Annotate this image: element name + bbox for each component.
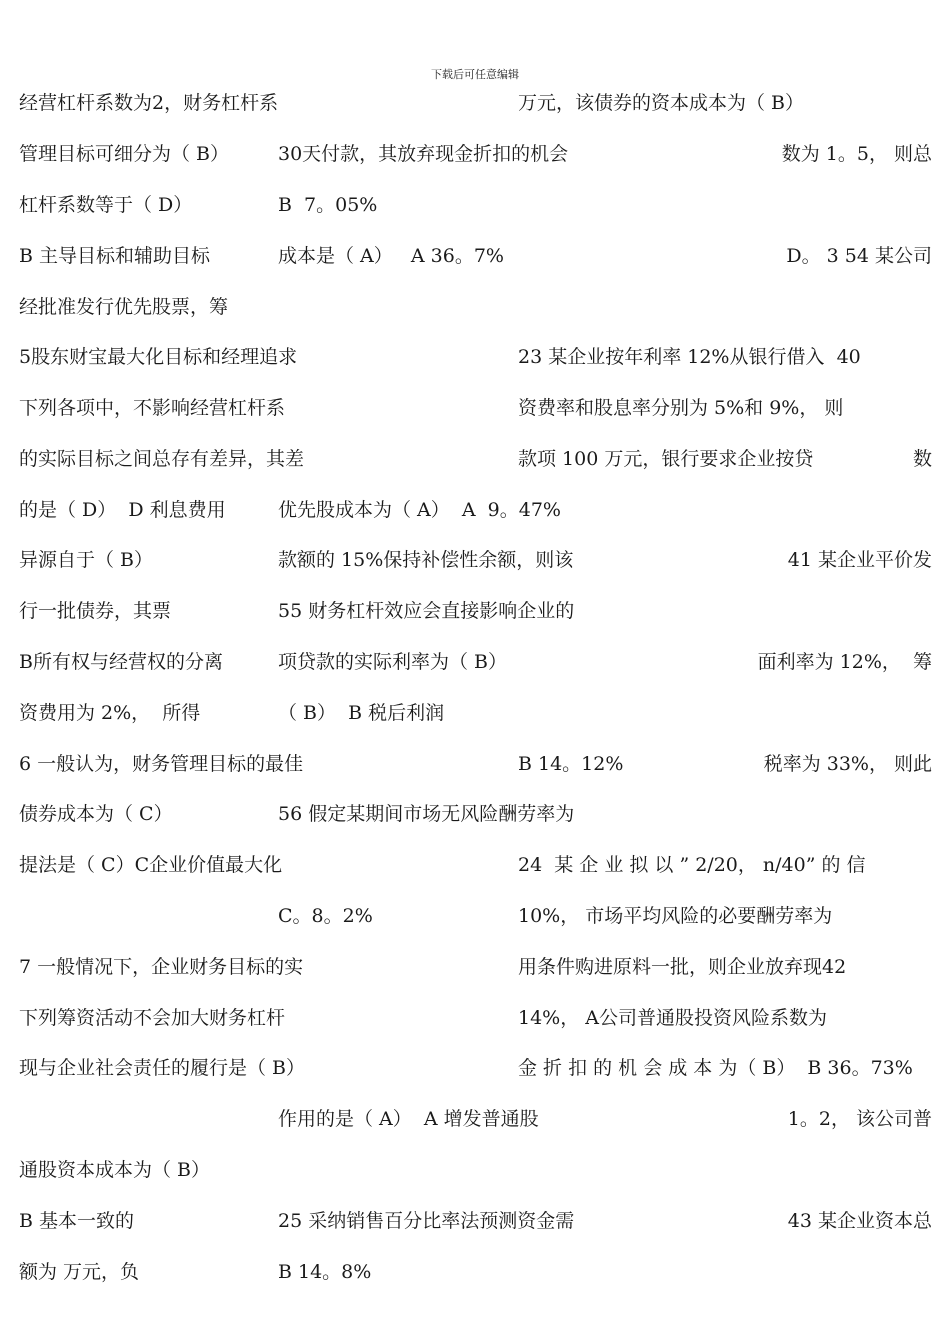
text-line: B 14。8% [278, 1261, 372, 1283]
text-line: B 14。12% [518, 753, 624, 775]
text-line: 24 某 企 业 拟 以 ” 2/20， n/40” 的 信 [518, 854, 866, 876]
text-line: C。8。2% [278, 905, 373, 927]
text-line: 现与企业社会责任的履行是（ B） [19, 1057, 306, 1079]
text-line: 41 某企业平价发 [787, 549, 932, 571]
text-line: 25 采纳销售百分比率法预测资金需 [278, 1210, 575, 1232]
text-line: 通股资本成本为（ B） [19, 1159, 211, 1181]
text-line: 下列筹资活动不会加大财务杠杆 [19, 1007, 286, 1029]
text-line: B所有权与经营权的分离 [19, 651, 223, 673]
text-line: B 主导目标和辅助目标 [19, 245, 211, 267]
page-header: 下载后可任意编辑 [431, 68, 519, 81]
text-line: 异源自于（ B） [19, 549, 154, 571]
text-line: 23 某企业按年利率 12%从银行借入 40 [518, 346, 861, 368]
text-line: 款项 100 万元，银行要求企业按贷 [518, 448, 814, 470]
text-line: 提法是（ C）C企业价值最大化 [19, 854, 283, 876]
text-line: 金 折 扣 的 机 会 成 本 为（ B） B 36。73% [518, 1057, 913, 1079]
text-line: 经批准发行优先股票，筹 [19, 296, 229, 318]
text-line: 资费率和股息率分别为 5%和 9%， 则 [518, 397, 844, 419]
text-line: 的实际目标之间总存有差异，其差 [19, 448, 305, 470]
text-line: 行一批债券，其票 [19, 600, 172, 622]
text-line: 的是（ D） D 利息费用 [19, 499, 226, 521]
text-line: 下列各项中，不影响经营杠杆系 [19, 397, 286, 419]
text-line: 万元，该债券的资本成本为（ B） [518, 92, 805, 114]
text-line: 资费用为 2%， 所得 [19, 702, 201, 724]
text-line: 额为 万元，负 [19, 1261, 140, 1283]
text-line: （ B） B 税后利润 [278, 702, 445, 724]
text-line: 成本是（ A） A 36。7% [278, 245, 504, 267]
text-line: 5股东财宝最大化目标和经理追求 [19, 346, 298, 368]
text-line: 用条件购进原料一批，则企业放弃现42 [518, 956, 847, 978]
text-line: B 7。05% [278, 194, 378, 216]
text-line: 面利率为 12%， 筹 [757, 651, 932, 673]
text-line: 43 某企业资本总 [787, 1210, 932, 1232]
text-line: 杠杆系数等于（ D） [19, 194, 193, 216]
text-line: 税率为 33%， 则此 [763, 753, 932, 775]
text-line: 55 财务杠杆效应会直接影响企业的 [278, 600, 575, 622]
text-line: 56 假定某期间市场无风险酬劳率为 [278, 803, 575, 825]
text-line: 14%， A公司普通股投资风险系数为 [518, 1007, 827, 1029]
text-line: 款额的 15%保持补偿性余额，则该 [278, 549, 574, 571]
text-line: 作用的是（ A） A 增发普通股 [278, 1108, 539, 1130]
text-line: 7 一般情况下，企业财务目标的实 [19, 956, 304, 978]
text-line: 30天付款，其放弃现金折扣的机会 [278, 143, 569, 165]
text-line: 1。2， 该公司普 [787, 1108, 932, 1130]
text-line: B 基本一致的 [19, 1210, 135, 1232]
text-line: 数 [912, 448, 932, 470]
text-line: 债券成本为（ C） [19, 803, 173, 825]
text-line: 项贷款的实际利率为（ B） [278, 651, 508, 673]
text-line: 优先股成本为（ A） A 9。47% [278, 499, 561, 521]
text-line: 10%， 市场平均风险的必要酬劳率为 [518, 905, 833, 927]
text-line: 管理目标可细分为（ B） [19, 143, 230, 165]
text-line: D。 3 54 某公司 [786, 245, 932, 267]
text-line: 经营杠杆系数为2，财务杠杆系 [19, 92, 279, 114]
text-line: 数为 1。5， 则总 [781, 143, 932, 165]
text-line: 6 一般认为，财务管理目标的最佳 [19, 753, 304, 775]
